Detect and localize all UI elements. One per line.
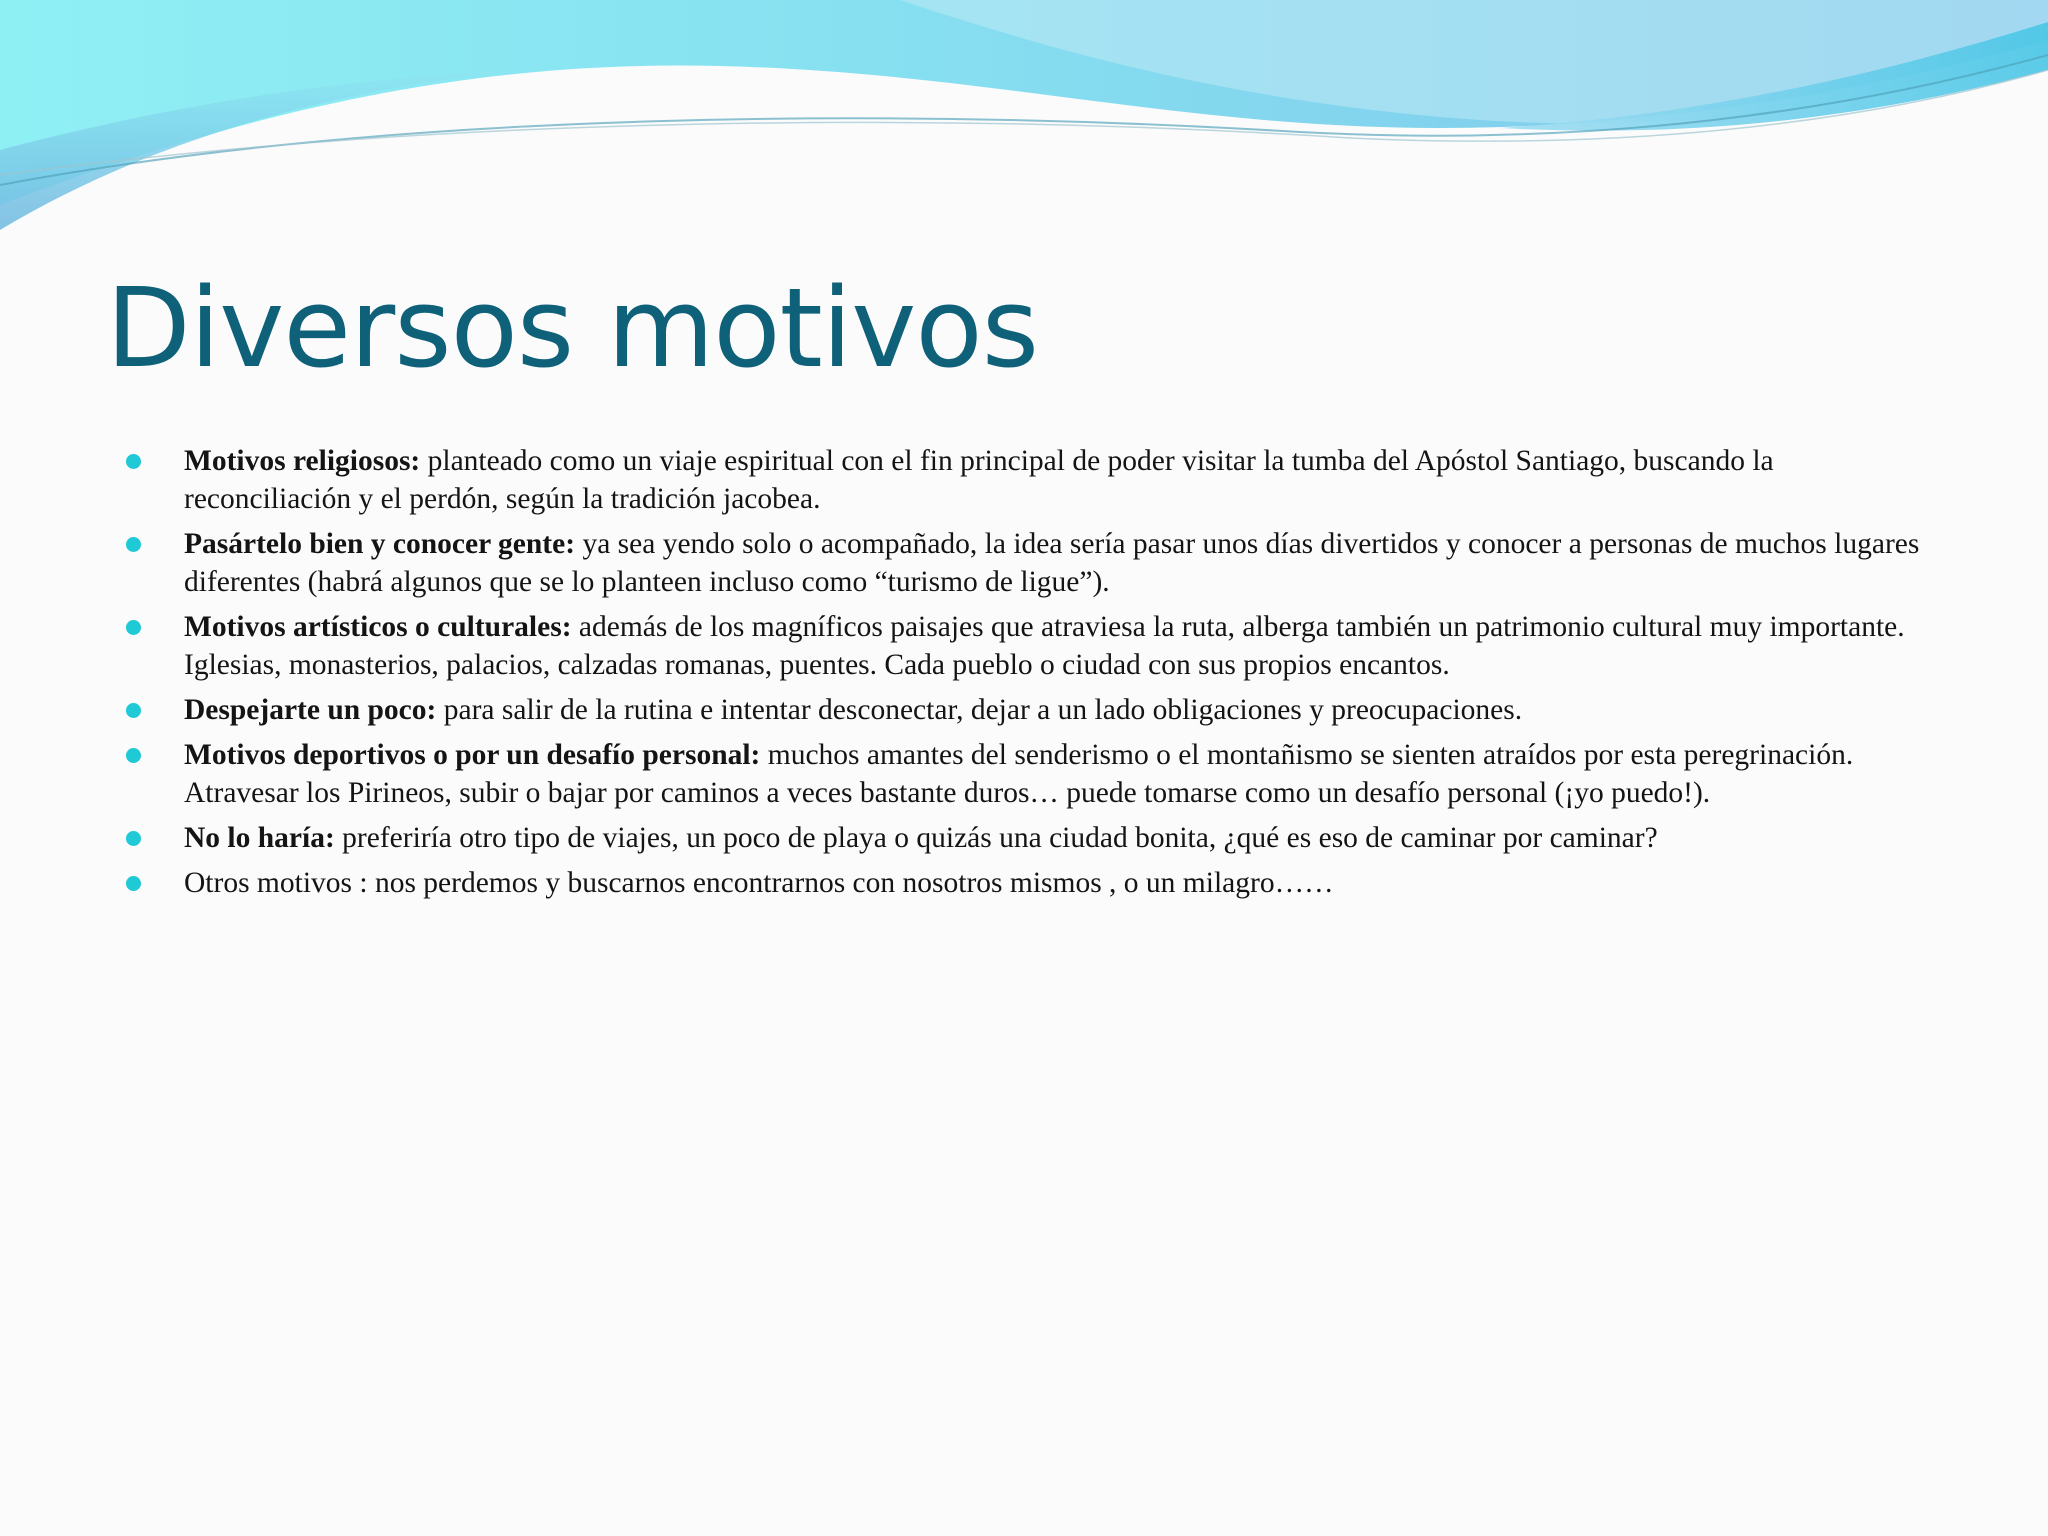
- bullet-lead: Despejarte un poco:: [184, 694, 437, 726]
- bullet-dot-icon: [126, 748, 141, 763]
- header-wave-decoration: [0, 0, 2048, 240]
- bullet-lead: Motivos religiosos:: [184, 445, 421, 477]
- bullet-lead: Motivos artísticos o culturales:: [184, 611, 572, 643]
- bullet-item-other: [122, 864, 1932, 902]
- bullet-item-social: [122, 525, 1932, 601]
- bullet-dot-icon: [126, 620, 141, 635]
- bullet-dot-icon: [126, 876, 141, 891]
- bullet-lead: Motivos deportivos o por un desafío personal:: [184, 739, 761, 771]
- bullet-item-cultural: [122, 608, 1932, 684]
- bullet-text: además de los magníficos paisajes que atraviesa la ruta, alberga también un patrimonio cultural muy importante. Iglesias, monasterios, palacios, calzadas romanas, puentes. Cada pueblo o ciudad con sus propios encantos.: [184, 611, 1905, 681]
- bullet-list: [122, 442, 1932, 909]
- bullet-dot-icon: [126, 831, 141, 846]
- bullet-item-would-not: [122, 819, 1932, 857]
- bullet-text: planteado como un viaje espiritual con el fin principal de poder visitar la tumba del Apóstol Santiago, buscando la reconciliación y el perdón, según la tradición jacobea.: [184, 445, 1774, 515]
- bullet-item-sport: [122, 736, 1932, 812]
- bullet-text: ya sea yendo solo o acompañado, la idea sería pasar unos días divertidos y conocer a personas de muchos lugares diferentes (habrá algunos que se lo planteen incluso como “turismo de ligue”).: [184, 528, 1920, 598]
- bullet-text: Otros motivos : nos perdemos y buscarnos encontrarnos con nosotros mismos , o un milagro……: [184, 867, 1334, 899]
- slide-title: Diversos motivos: [106, 264, 1038, 392]
- bullet-text: preferiría otro tipo de viajes, un poco de playa o quizás una ciudad bonita, ¿qué es eso de caminar por caminar?: [334, 822, 1658, 854]
- bullet-item-relax: [122, 691, 1932, 729]
- bullet-text: muchos amantes del senderismo o el montañismo se sienten atraídos por esta peregrinación. Atravesar los Pirineos, subir o bajar por caminos a veces bastante duros… puede tomarse como un desafío personal (¡yo puedo!).: [184, 739, 1854, 809]
- bullet-dot-icon: [126, 703, 141, 718]
- bullet-text: para salir de la rutina e intentar desconectar, dejar a un lado obligaciones y preocupaciones.: [436, 694, 1523, 726]
- bullet-lead: No lo haría:: [184, 822, 335, 854]
- bullet-dot-icon: [126, 537, 141, 552]
- bullet-item-religious: [122, 442, 1932, 518]
- bullet-dot-icon: [126, 454, 141, 469]
- bullet-lead: Pasártelo bien y conocer gente:: [184, 528, 576, 560]
